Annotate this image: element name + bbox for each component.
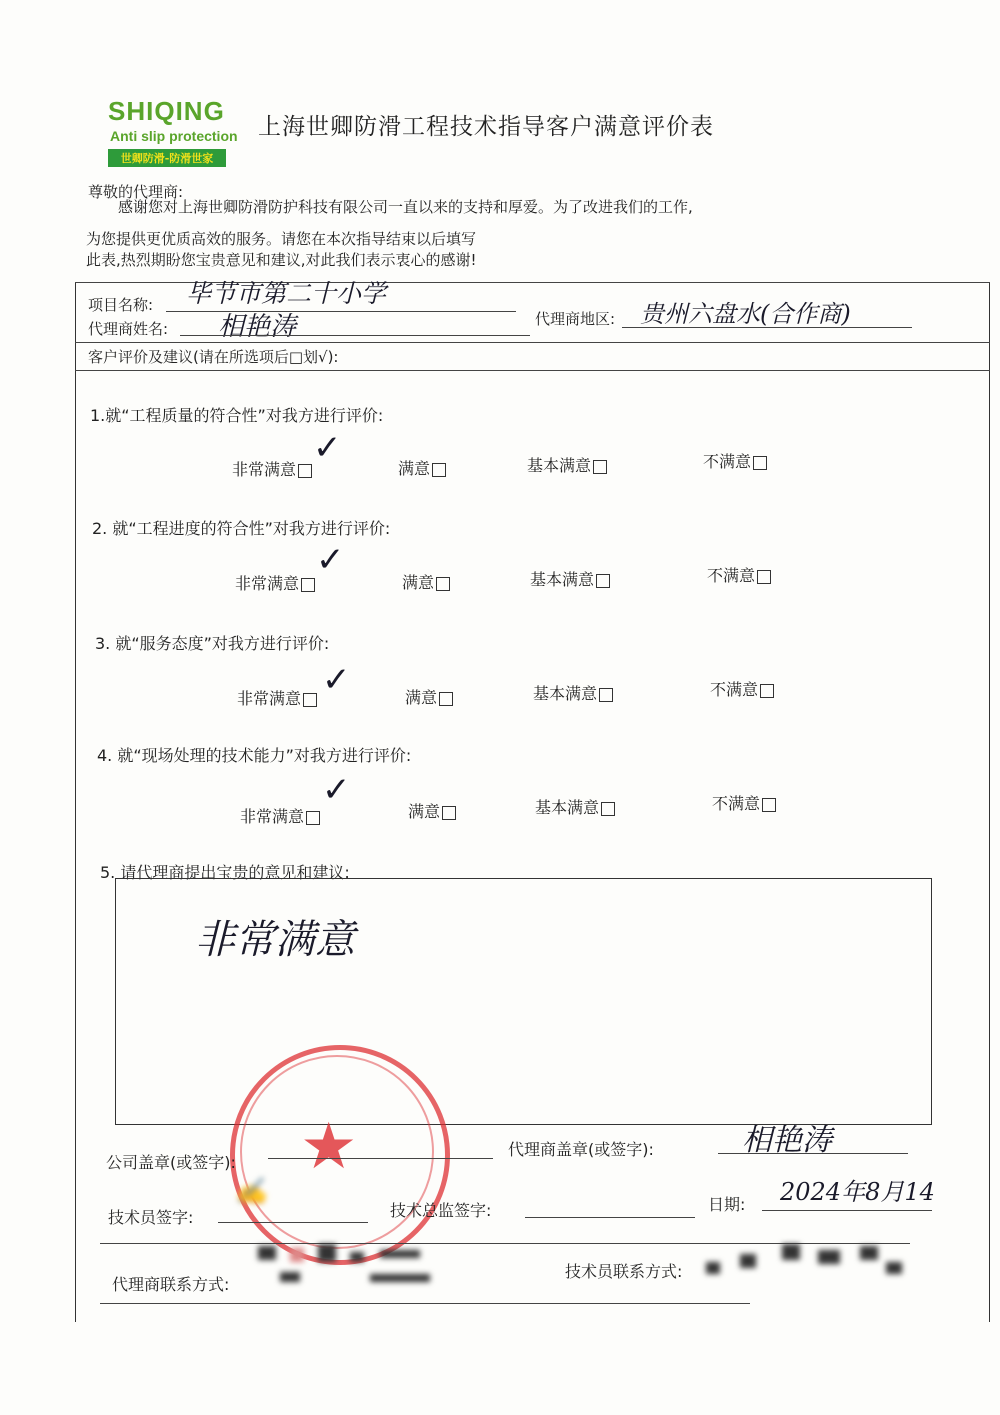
checkbox[interactable]: [599, 688, 613, 702]
technician-signature: ✍: [235, 1177, 268, 1207]
q1-option-unsatisfied[interactable]: 不满意: [703, 449, 767, 472]
checkbox[interactable]: [753, 456, 767, 470]
q4-option-basic[interactable]: 基本满意: [535, 795, 615, 818]
question-3-text: 3. 就“服务态度”对我方进行评价:: [95, 634, 330, 653]
question-2-text: 2. 就“工程进度的符合性”对我方进行评价:: [92, 519, 391, 538]
q1-checkmark: ✓: [313, 428, 342, 468]
intro-line-2: 为您提供更优质高效的服务。请您在本次指导结束以后填写: [86, 230, 477, 248]
q2-option-unsatisfied[interactable]: 不满意: [707, 563, 771, 586]
checkbox[interactable]: [298, 464, 312, 478]
q3-option-satisfied[interactable]: 满意: [405, 685, 453, 708]
checkbox[interactable]: [301, 578, 315, 592]
suggestion-value: 非常满意: [195, 917, 355, 963]
agent-name-value[interactable]: 相艳涛: [218, 312, 297, 342]
checkbox[interactable]: [596, 574, 610, 588]
q2-option-satisfied[interactable]: 满意: [402, 570, 450, 593]
q1-option-basic[interactable]: 基本满意: [527, 453, 607, 476]
intro-line-3: 此表,热烈期盼您宝贵意见和建议,对此我们表示衷心的感谢!: [86, 251, 477, 269]
project-label: 项目名称:: [88, 296, 154, 314]
q1-option-satisfied[interactable]: 满意: [398, 456, 446, 479]
technician-label: 技术员签字:: [108, 1208, 194, 1227]
question-4-text: 4. 就“现场处理的技术能力”对我方进行评价:: [97, 746, 412, 765]
date-underline: [762, 1210, 932, 1211]
redacted-agent-contact: [250, 1242, 450, 1290]
technical-director-underline: [525, 1217, 695, 1218]
q2-option-very-satisfied[interactable]: 非常满意: [235, 571, 315, 594]
technician-underline: [218, 1222, 368, 1223]
checkbox[interactable]: [306, 811, 320, 825]
agent-contact-label: 代理商联系方式:: [112, 1275, 230, 1294]
agent-region-value[interactable]: 贵州六盘水(合作商): [640, 300, 851, 328]
form-rule-3: [75, 370, 990, 371]
salutation: 尊敬的代理商:: [88, 183, 184, 201]
agent-name-underline: [180, 335, 530, 336]
stamp-star-icon: ★: [300, 1110, 358, 1184]
checkbox[interactable]: [757, 570, 771, 584]
checkbox[interactable]: [432, 463, 446, 477]
intro-line-1: 感谢您对上海世卿防滑防护科技有限公司一直以来的支持和厚爱。为了改进我们的工作,: [118, 198, 693, 216]
checkbox[interactable]: [442, 806, 456, 820]
agent-contact-underline: [100, 1303, 750, 1304]
question-1-text: 1.就“工程质量的符合性”对我方进行评价:: [90, 406, 384, 425]
document-title: 上海世卿防滑工程技术指导客户满意评价表: [258, 114, 714, 140]
checkbox[interactable]: [436, 577, 450, 591]
checkbox[interactable]: [439, 692, 453, 706]
evaluation-label: 客户评价及建议(请在所选项后□划√):: [88, 348, 339, 366]
checkbox[interactable]: [593, 460, 607, 474]
redacted-technician-contact: [700, 1240, 910, 1285]
checkbox[interactable]: [762, 798, 776, 812]
q2-option-basic[interactable]: 基本满意: [530, 567, 610, 590]
logo-brand: SHIQING: [108, 96, 225, 126]
q3-checkmark: ✓: [322, 660, 351, 700]
q3-option-unsatisfied[interactable]: 不满意: [710, 677, 774, 700]
suggestion-label: 5. 请代理商提出宝贵的意见和建议:: [100, 863, 350, 882]
q4-option-unsatisfied[interactable]: 不满意: [712, 791, 776, 814]
project-value[interactable]: 毕节市第二十小学: [186, 279, 387, 308]
agent-seal-underline: [718, 1153, 908, 1154]
company-seal-label: 公司盖章(或签字):: [106, 1153, 236, 1172]
agent-seal-label: 代理商盖章(或签字):: [508, 1140, 654, 1159]
technical-director-label: 技术总监签字:: [390, 1201, 492, 1220]
date-label: 日期:: [708, 1195, 746, 1214]
logo-slogan: 世卿防滑-防滑世家: [120, 152, 214, 165]
q3-option-very-satisfied[interactable]: 非常满意: [237, 686, 317, 709]
checkbox[interactable]: [760, 684, 774, 698]
date-value: 2024年8月14: [780, 1178, 935, 1206]
logo-subtitle: Anti slip protection: [110, 128, 238, 144]
q1-option-very-satisfied[interactable]: 非常满意: [232, 457, 312, 480]
checkbox[interactable]: [601, 802, 615, 816]
agent-region-underline: [622, 327, 912, 328]
q3-option-basic[interactable]: 基本满意: [533, 681, 613, 704]
technician-contact-label: 技术员联系方式:: [565, 1262, 683, 1281]
company-seal-underline: [268, 1158, 493, 1159]
form-rule-2: [75, 342, 990, 343]
q4-checkmark: ✓: [322, 770, 351, 810]
q4-option-satisfied[interactable]: 满意: [408, 799, 456, 822]
agent-name-label: 代理商姓名:: [88, 320, 169, 338]
q4-option-very-satisfied[interactable]: 非常满意: [240, 804, 320, 827]
q2-checkmark: ✓: [316, 540, 345, 580]
checkbox[interactable]: [303, 693, 317, 707]
agent-signature: 相艳涛: [742, 1123, 832, 1158]
agent-region-label: 代理商地区:: [535, 310, 616, 328]
